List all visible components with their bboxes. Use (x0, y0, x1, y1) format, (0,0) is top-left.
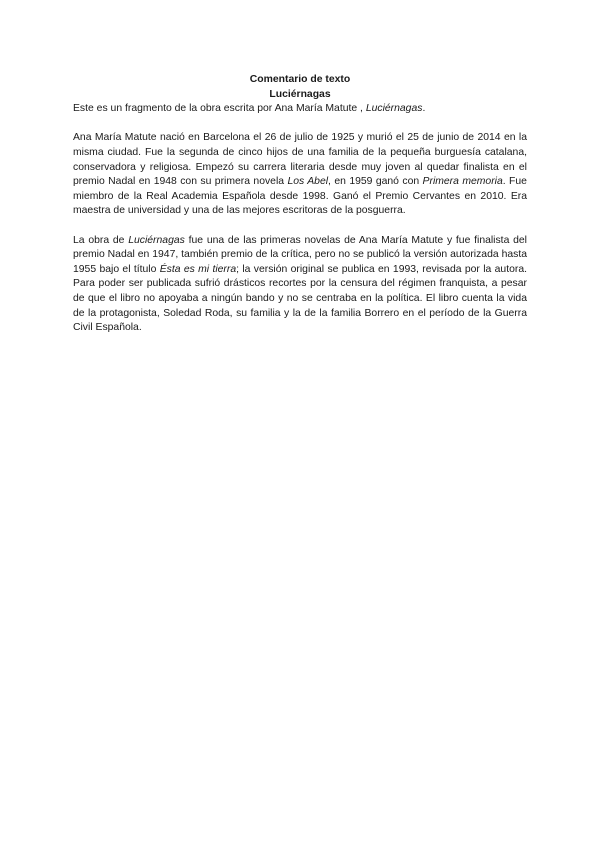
intro-book-title: Luciérnagas (365, 103, 423, 115)
paragraph2-text-1: La obra de (73, 234, 129, 246)
paragraph1-text-1: Ana María Matute nació en Barcelona el 26 de julio de 1925 y murió el 25 de junio de 2014 en la misma ciudad. Fue la segunda de cinco hijos de una familia de la pequeña burguesía catalana, conservadora y religiosa. Empezó su carrera literaria desde muy joven al quedar finalista en el premio Nadal en 1948 con su primera novela (73, 132, 527, 188)
intro-period: . (422, 103, 426, 115)
document-body (73, 73, 527, 350)
title-block (73, 73, 527, 102)
paragraph2-text-3: ; la versión original se publica en 1993, revisada por la autora. Para poder ser publicada sufrió drásticos recortes por la censura del régimen franquista, a pesar de que el libro no apoyaba a ningún bando y no se centraba en la política. El libro cuenta la vida de la protagonista, Soledad Roda, su familia y la de la familia Borrero en el período de la Guerra Civil Española. (73, 263, 527, 334)
paragraph2-italic-esta-es-mi-tierra: Ésta es mi tierra (159, 263, 237, 275)
paragraph2-italic-luciernagas: Luciérnagas (128, 234, 185, 246)
paragraph-book-history (73, 234, 527, 336)
paragraph1-italic-los-abel: Los Abel (287, 176, 329, 188)
document-title: Comentario de texto (249, 74, 351, 85)
intro-text: Este es un fragmento de la obra escrita por Ana María Matute , (73, 103, 366, 115)
paragraph2-text-2: fue una de las primeras novelas de Ana María Matute y fue finalista del premio Nadal en 1947, también premio de la crítica, pero no se publicó la versión autorizada hasta 1955 bajo el título (73, 234, 527, 275)
paragraph1-text-2: , en 1959 ganó con (328, 176, 423, 188)
document-subtitle: Luciérnagas (269, 88, 331, 100)
intro-line (73, 102, 527, 117)
paragraph1-text-3: . Fue miembro de la Real Academia Española desde 1998. Ganó el Premio Cervantes en 2010. Era maestra de universidad y una de las mejores escritoras de la posguerra. (73, 176, 527, 217)
paragraph1-italic-primera-memoria: Primera memoria (422, 176, 503, 188)
paragraph-author-bio (73, 131, 527, 219)
